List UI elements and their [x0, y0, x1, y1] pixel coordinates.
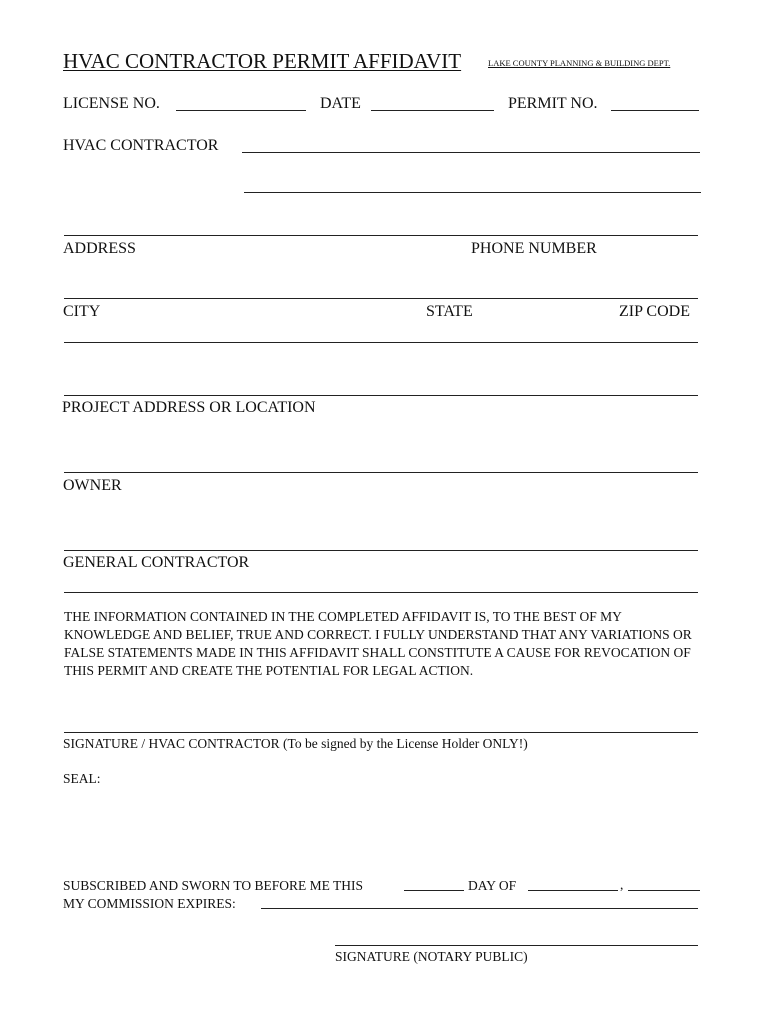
day-of-label: DAY OF — [468, 878, 517, 893]
month-field[interactable] — [528, 878, 618, 891]
commission-expires-field[interactable] — [261, 896, 698, 909]
seal-label: SEAL: — [63, 771, 101, 786]
project-address-label: PROJECT ADDRESS OR LOCATION — [62, 399, 316, 416]
affidavit-statement: THE INFORMATION CONTAINED IN THE COMPLETED AFFIDAVIT IS, TO THE BEST OF MY KNOWLEDGE AND BELIEF, TRUE AND CORRECT. I FULLY UNDERSTAND THAT ANY VARIATIONS OR FALSE STATEMENTS MADE IN THIS AFFIDAVIT SHALL CONSTITUTE A CAUSE FOR REVOCATION OF THIS PERMIT AND CREATE THE POTENTIAL FOR LEGAL ACTION. — [64, 609, 692, 678]
phone-number-label: PHONE NUMBER — [471, 240, 597, 257]
comma-text: , — [620, 877, 624, 892]
address-line[interactable] — [64, 235, 698, 236]
zip-code-label: ZIP CODE — [619, 303, 690, 320]
date-label: DATE — [320, 95, 361, 112]
notary-signature-line[interactable] — [335, 945, 698, 946]
city-line[interactable] — [64, 298, 698, 299]
permit-no-label: PERMIT NO. — [508, 95, 598, 112]
hvac-contractor-field-2[interactable] — [244, 178, 701, 193]
form-title: HVAC CONTRACTOR PERMIT AFFIDAVIT — [63, 49, 462, 73]
city-label: CITY — [63, 303, 101, 320]
address-label: ADDRESS — [63, 240, 136, 257]
owner-line[interactable] — [64, 472, 698, 473]
separator-line-1 — [64, 328, 698, 343]
general-contractor-line[interactable] — [64, 550, 698, 551]
owner-label: OWNER — [63, 477, 122, 494]
contractor-signature-label: SIGNATURE / HVAC CONTRACTOR (To be signed by the License Holder ONLY!) — [63, 736, 528, 751]
department-name: LAKE COUNTY PLANNING & BUILDING DEPT. — [488, 58, 671, 68]
date-field[interactable] — [371, 96, 494, 111]
general-contractor-label: GENERAL CONTRACTOR — [63, 554, 250, 571]
state-label: STATE — [426, 303, 473, 320]
license-no-label: LICENSE NO. — [63, 95, 160, 112]
subscribed-label: SUBSCRIBED AND SWORN TO BEFORE ME THIS — [63, 878, 364, 893]
separator-line-2 — [64, 578, 698, 593]
license-no-field[interactable] — [176, 96, 306, 111]
hvac-contractor-label: HVAC CONTRACTOR — [63, 137, 219, 154]
project-address-line[interactable] — [64, 395, 698, 396]
commission-expires-label: MY COMMISSION EXPIRES: — [63, 896, 236, 911]
hvac-contractor-field[interactable] — [242, 138, 700, 153]
day-field[interactable] — [404, 878, 464, 891]
notary-signature-label: SIGNATURE (NOTARY PUBLIC) — [335, 949, 528, 964]
contractor-signature-line[interactable] — [64, 732, 698, 733]
permit-no-field[interactable] — [611, 96, 699, 111]
year-field[interactable] — [628, 878, 700, 891]
